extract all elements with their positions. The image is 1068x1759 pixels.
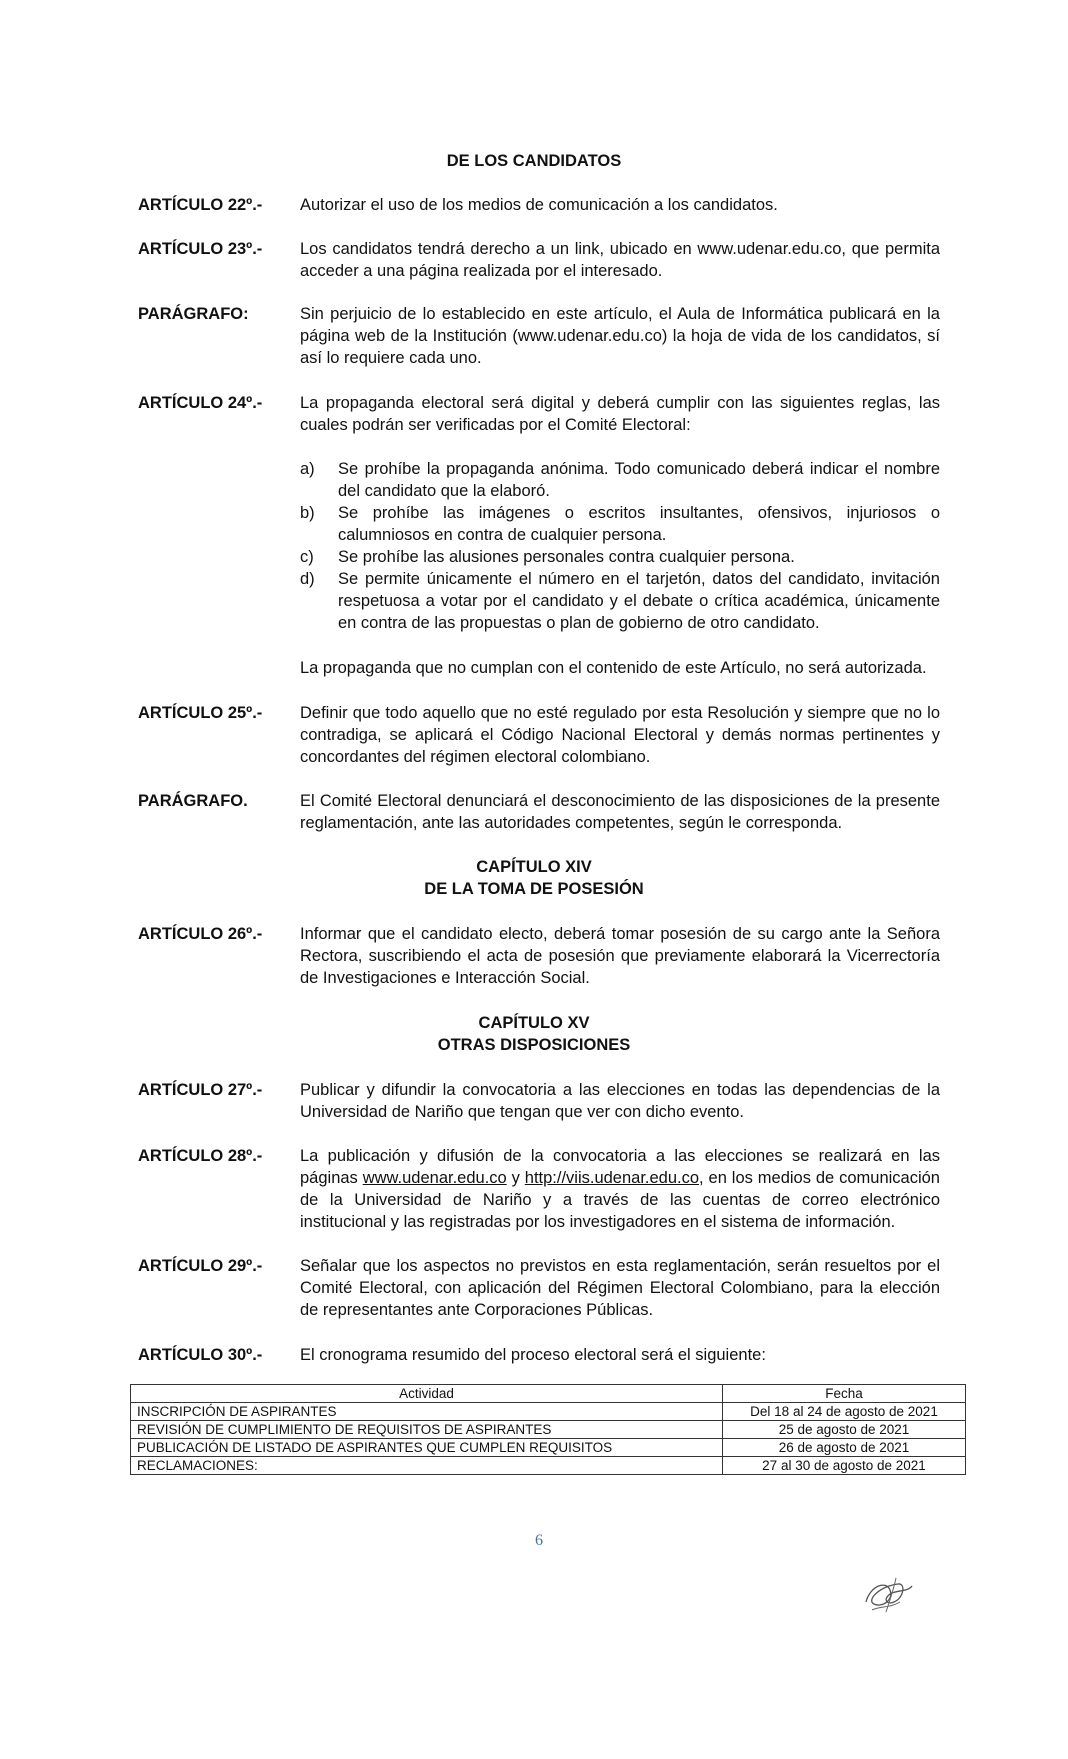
list-item-text: Se prohíbe las imágenes o escritos insultantes, ofensivos, injuriosos o calumniosos en contra de cualquier persona. bbox=[338, 504, 940, 544]
article-22-text: Autorizar el uso de los medios de comunicación a los candidatos. bbox=[300, 196, 778, 214]
article-25-text: Definir que todo aquello que no esté regulado por esta Resolución y siempre que no lo contradiga, se aplicará el Código Nacional Electoral y demás normas pertinentes y concordantes del régimen electoral colombiano. bbox=[300, 704, 940, 766]
udenar-link[interactable]: www.udenar.edu.co bbox=[362, 1169, 507, 1187]
article-24-text: La propaganda electoral será digital y deberá cumplir con las siguientes reglas, las cuales podrán ser verificadas por el Comité Electoral: bbox=[300, 394, 940, 434]
chapter-15-title: CAPÍTULO XV bbox=[478, 1014, 590, 1032]
list-item-key: c) bbox=[300, 548, 314, 566]
article-26-text: Informar que el candidato electo, deberá tomar posesión de su cargo ante la Señora Rectora, suscribiendo el acta de posesión que previamente elaborará la Vicerrectoría de Investigaciones e Interacción Social. bbox=[300, 925, 940, 987]
article-24-label: ARTÍCULO 24º.- bbox=[138, 394, 263, 412]
list-item bbox=[300, 568, 940, 634]
article-30-text: El cronograma resumido del proceso electoral será el siguiente: bbox=[300, 1346, 766, 1364]
table-row bbox=[131, 1421, 966, 1439]
list-item-text: Se permite únicamente el número en el tarjetón, datos del candidato, invitación respetuosa a votar por el candidato y el debate o crítica académica, únicamente en contra de las propuestas o plan de gobierno de otro candidato. bbox=[338, 570, 940, 632]
date-cell: 26 de agosto de 2021 bbox=[723, 1439, 966, 1457]
paragraph-25-text: El Comité Electoral denunciará el desconocimiento de las disposiciones de la presente reglamentación, ante las autoridades competentes, según le corresponda. bbox=[300, 792, 940, 832]
article-29-label: ARTÍCULO 29º.- bbox=[138, 1257, 263, 1275]
article-26-label: ARTÍCULO 26º.- bbox=[138, 925, 263, 943]
viis-link[interactable]: http://viis.udenar.edu.co bbox=[524, 1169, 700, 1187]
article-22-label: ARTÍCULO 22º.- bbox=[138, 196, 263, 214]
article-23-label: ARTÍCULO 23º.- bbox=[138, 240, 263, 258]
article-24-rules-list bbox=[300, 458, 940, 634]
article-30-label: ARTÍCULO 30º.- bbox=[138, 1346, 263, 1364]
activity-cell: INSCRIPCIÓN DE ASPIRANTES bbox=[131, 1403, 723, 1421]
paragraph-23-text: Sin perjuicio de lo establecido en este artículo, el Aula de Informática publicará en la página web de la Institución (www.udenar.edu.co) la hoja de vida de los candidatos, sí así lo requiere cada uno. bbox=[300, 305, 940, 367]
article-28-text-end: , en los medios de comunicación de la Universidad de Nariño y a través de las cuentas de correo electrónico institucional y las registradas por los investigadores en el sistema de información. bbox=[300, 1169, 940, 1231]
section-heading: DE LOS CANDIDATOS bbox=[446, 152, 622, 170]
paragraph-25-label: PARÁGRAFO. bbox=[138, 792, 248, 810]
date-cell: 27 al 30 de agosto de 2021 bbox=[723, 1457, 966, 1475]
article-28-text-start: La publicación y difusión de la convocatoria a las elecciones se realizará en las páginas bbox=[300, 1147, 940, 1187]
article-28-text bbox=[300, 1145, 940, 1233]
list-item bbox=[300, 458, 940, 502]
list-item-key: d) bbox=[300, 570, 315, 588]
schedule-table bbox=[130, 1384, 966, 1475]
list-item bbox=[300, 502, 940, 546]
date-cell: 25 de agosto de 2021 bbox=[723, 1421, 966, 1439]
article-23-text: Los candidatos tendrá derecho a un link, ubicado en www.udenar.edu.co, que permita acceder a una página realizada por el interesado. bbox=[300, 240, 940, 280]
chapter-14-subtitle: DE LA TOMA DE POSESIÓN bbox=[424, 880, 644, 898]
list-item-key: b) bbox=[300, 504, 315, 522]
table-row bbox=[131, 1457, 966, 1475]
article-24-closing: La propaganda que no cumplan con el contenido de este Artículo, no será autorizada. bbox=[300, 659, 927, 677]
activity-cell: RECLAMACIONES: bbox=[131, 1457, 723, 1475]
table-row bbox=[131, 1403, 966, 1421]
page-number: 6 bbox=[535, 1532, 543, 1549]
list-item-key: a) bbox=[300, 460, 315, 478]
date-cell: Del 18 al 24 de agosto de 2021 bbox=[723, 1403, 966, 1421]
article-28-label: ARTÍCULO 28º.- bbox=[138, 1147, 263, 1165]
column-header-activity: Actividad bbox=[131, 1385, 723, 1403]
article-27-label: ARTÍCULO 27º.- bbox=[138, 1081, 263, 1099]
paragraph-23-label: PARÁGRAFO: bbox=[138, 305, 249, 323]
list-item-text: Se prohíbe la propaganda anónima. Todo comunicado deberá indicar el nombre del candidato que la elaboró. bbox=[338, 460, 940, 500]
chapter-14-title: CAPÍTULO XIV bbox=[476, 858, 592, 876]
article-29-text: Señalar que los aspectos no previstos en esta reglamentación, serán resueltos por el Comité Electoral, con aplicación del Régimen Electoral Colombiano, para la elección de representantes ante Corporaciones Públicas. bbox=[300, 1257, 940, 1319]
column-header-date: Fecha bbox=[723, 1385, 966, 1403]
article-27-text: Publicar y difundir la convocatoria a las elecciones en todas las dependencias de la Universidad de Nariño que tengan que ver con dicho evento. bbox=[300, 1081, 940, 1121]
activity-cell: PUBLICACIÓN DE LISTADO DE ASPIRANTES QUE CUMPLEN REQUISITOS bbox=[131, 1439, 723, 1457]
list-item-text: Se prohíbe las alusiones personales contra cualquier persona. bbox=[338, 548, 795, 566]
article-25-label: ARTÍCULO 25º.- bbox=[138, 704, 263, 722]
table-row bbox=[131, 1439, 966, 1457]
list-item bbox=[300, 546, 940, 568]
chapter-15-subtitle: OTRAS DISPOSICIONES bbox=[437, 1036, 631, 1054]
activity-cell: REVISIÓN DE CUMPLIMIENTO DE REQUISITOS DE ASPIRANTES bbox=[131, 1421, 723, 1439]
table-header-row bbox=[131, 1385, 966, 1403]
article-28-text-mid: y bbox=[506, 1169, 525, 1187]
handwritten-signature bbox=[860, 1572, 916, 1618]
